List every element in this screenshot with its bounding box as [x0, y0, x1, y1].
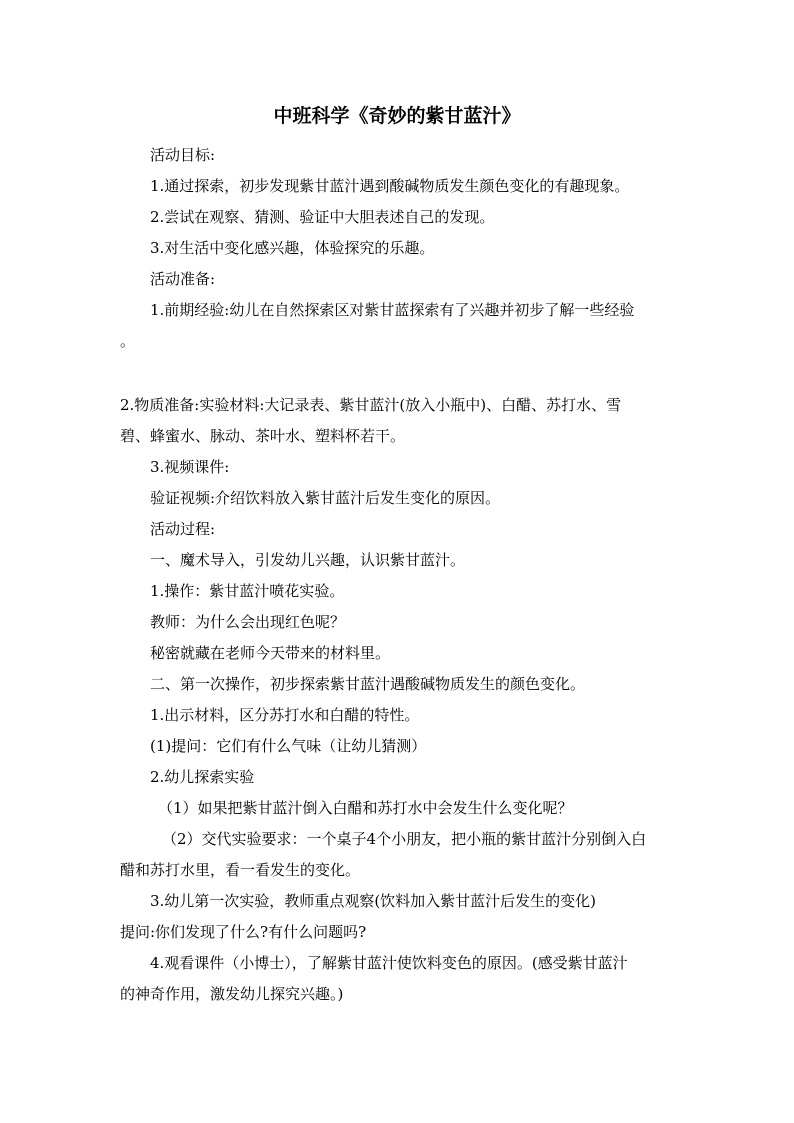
process-heading: 活动过程: — [150, 520, 216, 538]
goal-3: 3.对生活中变化感兴趣，体验探究的乐趣。 — [150, 239, 435, 257]
step-1-question: 教师：为什么会出现红色呢？ — [150, 613, 346, 631]
prep-2-line-1: 2.物质准备:实验材料:大记录表、紫甘蓝汁(放入小瓶中)、白醋、苏打水、雪 — [120, 396, 622, 414]
step-2-3: 3.幼儿第一次实验，教师重点观察(饮料加入紫甘蓝汁后发生的变化) — [150, 892, 597, 910]
prep-1-line-1: 1.前期经验:幼儿在自然探索区对紫甘蓝探索有了兴趣并初步了解一些经验 — [150, 301, 635, 319]
step-2-1: 1.出示材料，区分苏打水和白醋的特性。 — [150, 706, 420, 724]
step-2-2-question-2-line-2: 醋和苏打水里，看一看发生的变化。 — [120, 861, 361, 879]
step-1-operation: 1.操作：紫甘蓝汁喷花实验。 — [150, 582, 345, 600]
step-2-4-line-1: 4.观看课件（小博士），了解紫甘蓝汁使饮料变色的原因。(感受紫甘蓝汁 — [150, 954, 628, 972]
step-2-2-question-1: （1）如果把紫甘蓝汁倒入白醋和苏打水中会发生什么变化呢？ — [158, 799, 573, 817]
prep-heading: 活动准备: — [150, 270, 216, 288]
step-1: 一、魔术导入，引发幼儿兴趣，认识紫甘蓝汁。 — [150, 551, 466, 569]
prep-2-line-2: 碧、蜂蜜水、脉动、茶叶水、塑料杯若干。 — [120, 427, 406, 445]
prep-1-line-2: 。 — [120, 332, 136, 350]
goal-2: 2.尝试在观察、猜测、验证中大胆表述自己的发现。 — [150, 208, 495, 226]
step-2-3-question: 提问:你们发现了什么?有什么问题吗? — [120, 923, 367, 941]
step-2-4-line-2: 的神奇作用，激发幼儿探究兴趣。) — [120, 985, 344, 1003]
step-2-2: 2.幼儿探索实验 — [150, 768, 255, 786]
prep-3: 3.视频课件: — [150, 458, 230, 476]
prep-3-detail: 验证视频:介绍饮料放入紫甘蓝汁后发生变化的原因。 — [150, 489, 501, 507]
step-2: 二、第一次操作，初步探索紫甘蓝汁遇酸碱物质发生的颜色变化。 — [150, 675, 586, 693]
goal-1: 1.通过探索，初步发现紫甘蓝汁遇到酸碱物质发生颜色变化的有趣现象。 — [150, 177, 630, 195]
step-2-2-question-2-line-1: （2）交代实验要求：一个桌子4个小朋友，把小瓶的紫甘蓝汁分别倒入白 — [162, 830, 647, 848]
step-1-secret: 秘密就藏在老师今天带来的材料里。 — [150, 644, 391, 662]
step-2-1-question: (1)提问：它们有什么气味（让幼儿猜测） — [150, 737, 427, 755]
document-title: 中班科学《奇妙的紫甘蓝汁》 — [273, 105, 521, 127]
goals-heading: 活动目标: — [150, 146, 216, 164]
